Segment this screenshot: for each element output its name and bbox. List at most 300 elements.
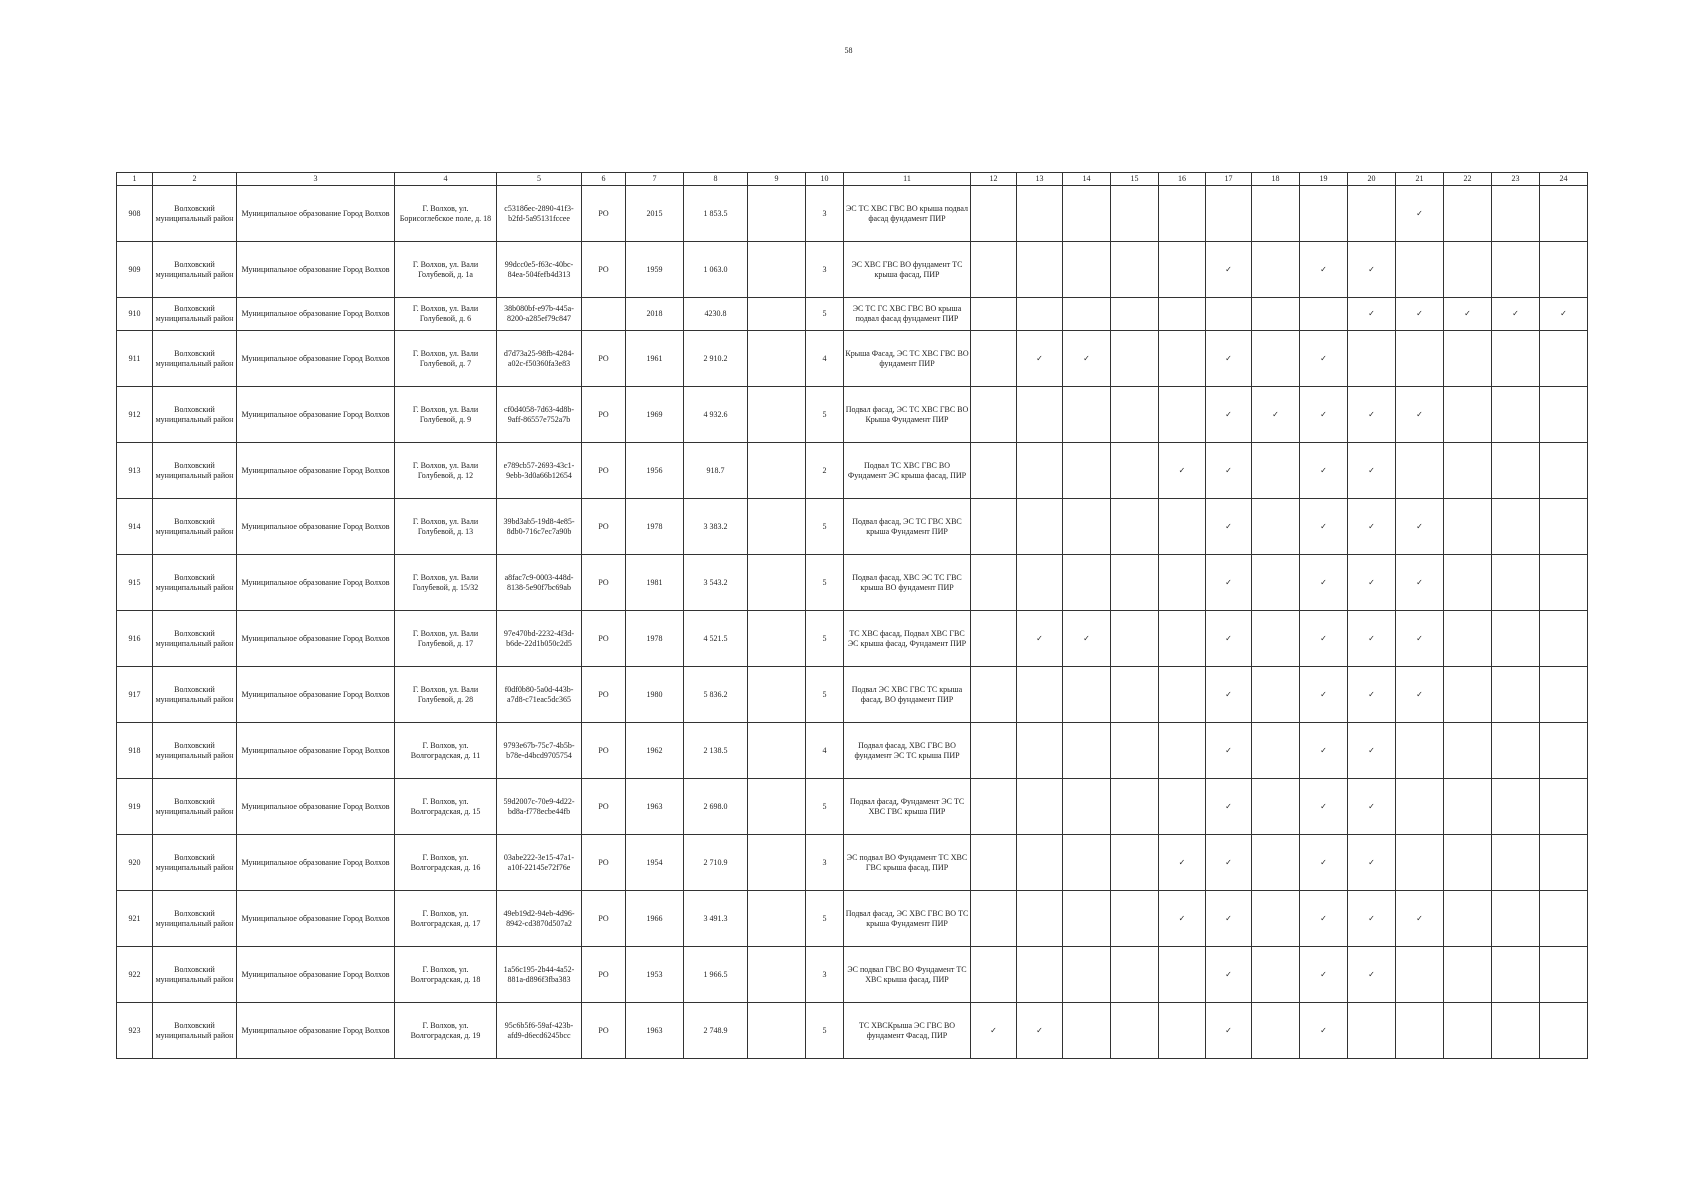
empty-cell bbox=[1252, 835, 1300, 891]
check-mark-icon: ✓ bbox=[1300, 499, 1348, 555]
empty-cell bbox=[971, 947, 1017, 1003]
column-header: 2 bbox=[153, 173, 237, 186]
empty-cell bbox=[1492, 891, 1540, 947]
empty-cell bbox=[971, 443, 1017, 499]
empty-cell bbox=[748, 667, 806, 723]
check-mark-icon: ✓ bbox=[1206, 443, 1252, 499]
check-mark-icon: ✓ bbox=[1206, 835, 1252, 891]
empty-cell bbox=[748, 331, 806, 387]
check-mark-icon: ✓ bbox=[1300, 555, 1348, 611]
works-cell: ЭС подвал ГВС ВО Фундамент ТС ХВС крыша фасад, ПИР bbox=[844, 947, 971, 1003]
empty-cell bbox=[1063, 723, 1111, 779]
check-mark-icon: ✓ bbox=[1348, 947, 1396, 1003]
empty-cell bbox=[1159, 331, 1206, 387]
check-mark-icon: ✓ bbox=[1348, 723, 1396, 779]
works-cell: Подвал ЭС ХВС ГВС ТС крыша фасад, ВО фундамент ПИР bbox=[844, 667, 971, 723]
column-header: 10 bbox=[806, 173, 844, 186]
check-mark-icon: ✓ bbox=[1348, 611, 1396, 667]
empty-cell bbox=[748, 779, 806, 835]
floors-cell: 3 bbox=[806, 242, 844, 298]
empty-cell bbox=[1063, 242, 1111, 298]
district-cell: Волховский муниципальный район bbox=[153, 1003, 237, 1059]
empty-cell bbox=[1111, 298, 1159, 331]
check-mark-icon: ✓ bbox=[1348, 891, 1396, 947]
empty-cell bbox=[1063, 298, 1111, 331]
org-cell: РО bbox=[582, 387, 626, 443]
table-row bbox=[117, 242, 1588, 298]
empty-cell bbox=[971, 242, 1017, 298]
district-cell: Волховский муниципальный район bbox=[153, 835, 237, 891]
floors-cell: 4 bbox=[806, 331, 844, 387]
column-header: 18 bbox=[1252, 173, 1300, 186]
empty-cell bbox=[1111, 723, 1159, 779]
guid-cell: 38b080bf-e97b-445a-8200-a285ef79c847 bbox=[497, 298, 582, 331]
year-cell: 1981 bbox=[626, 555, 684, 611]
empty-cell bbox=[1348, 331, 1396, 387]
check-mark-icon: ✓ bbox=[1300, 891, 1348, 947]
empty-cell bbox=[1540, 835, 1588, 891]
municipality-cell: Муниципальное образование Город Волхов bbox=[237, 891, 395, 947]
empty-cell bbox=[971, 891, 1017, 947]
municipality-cell: Муниципальное образование Город Волхов bbox=[237, 947, 395, 1003]
works-cell: Подвал фасад, ЭС ХВС ГВС ВО ТС крыша Фундамент ПИР bbox=[844, 891, 971, 947]
org-cell: РО bbox=[582, 555, 626, 611]
check-mark-icon: ✓ bbox=[1348, 499, 1396, 555]
address-cell: Г. Волхов, ул. Вали Голубевой, д. 1а bbox=[395, 242, 497, 298]
empty-cell bbox=[1252, 443, 1300, 499]
empty-cell bbox=[971, 835, 1017, 891]
empty-cell bbox=[1159, 611, 1206, 667]
area-cell: 3 543.2 bbox=[684, 555, 748, 611]
year-cell: 1978 bbox=[626, 611, 684, 667]
row-number: 915 bbox=[117, 555, 153, 611]
works-cell: ЭС ХВС ГВС ВО фундамент ТС крыша фасад, ПИР bbox=[844, 242, 971, 298]
municipality-cell: Муниципальное образование Город Волхов bbox=[237, 723, 395, 779]
empty-cell bbox=[1540, 331, 1588, 387]
empty-cell bbox=[971, 611, 1017, 667]
empty-cell bbox=[1252, 298, 1300, 331]
guid-cell: 95c6b5f6-59af-423b-afd9-d6ecd6245bcc bbox=[497, 1003, 582, 1059]
row-number: 911 bbox=[117, 331, 153, 387]
empty-cell bbox=[1017, 443, 1063, 499]
empty-cell bbox=[1492, 723, 1540, 779]
empty-cell bbox=[1444, 611, 1492, 667]
org-cell: РО bbox=[582, 779, 626, 835]
table-row bbox=[117, 331, 1588, 387]
column-header: 13 bbox=[1017, 173, 1063, 186]
address-cell: Г. Волхов, ул. Волгоградская, д. 15 bbox=[395, 779, 497, 835]
district-cell: Волховский муниципальный район bbox=[153, 723, 237, 779]
area-cell: 2 138.5 bbox=[684, 723, 748, 779]
floors-cell: 3 bbox=[806, 947, 844, 1003]
district-cell: Волховский муниципальный район bbox=[153, 298, 237, 331]
empty-cell bbox=[1252, 186, 1300, 242]
floors-cell: 5 bbox=[806, 499, 844, 555]
column-header: 20 bbox=[1348, 173, 1396, 186]
empty-cell bbox=[1444, 1003, 1492, 1059]
year-cell: 1980 bbox=[626, 667, 684, 723]
empty-cell bbox=[1111, 443, 1159, 499]
address-cell: Г. Волхов, ул. Вали Голубевой, д. 17 bbox=[395, 611, 497, 667]
works-cell: Подвал ТС ХВС ГВС ВО Фундамент ЭС крыша фасад, ПИР bbox=[844, 443, 971, 499]
check-mark-icon: ✓ bbox=[1300, 242, 1348, 298]
floors-cell: 3 bbox=[806, 186, 844, 242]
empty-cell bbox=[1300, 186, 1348, 242]
empty-cell bbox=[971, 723, 1017, 779]
works-cell: Подвал фасад, ХВС ГВС ВО фундамент ЭС ТС крыша ПИР bbox=[844, 723, 971, 779]
floors-cell: 5 bbox=[806, 1003, 844, 1059]
check-mark-icon: ✓ bbox=[1206, 555, 1252, 611]
district-cell: Волховский муниципальный район bbox=[153, 242, 237, 298]
address-cell: Г. Волхов, ул. Вали Голубевой, д. 9 bbox=[395, 387, 497, 443]
empty-cell bbox=[748, 298, 806, 331]
empty-cell bbox=[971, 186, 1017, 242]
row-number: 920 bbox=[117, 835, 153, 891]
row-number: 912 bbox=[117, 387, 153, 443]
empty-cell bbox=[1063, 947, 1111, 1003]
empty-cell bbox=[1159, 947, 1206, 1003]
row-number: 923 bbox=[117, 1003, 153, 1059]
address-cell: Г. Волхов, ул. Вали Голубевой, д. 7 bbox=[395, 331, 497, 387]
org-cell: РО bbox=[582, 947, 626, 1003]
check-mark-icon: ✓ bbox=[1348, 835, 1396, 891]
address-cell: Г. Волхов, ул. Волгоградская, д. 16 bbox=[395, 835, 497, 891]
table-row bbox=[117, 891, 1588, 947]
year-cell: 1963 bbox=[626, 1003, 684, 1059]
empty-cell bbox=[1540, 387, 1588, 443]
check-mark-icon: ✓ bbox=[971, 1003, 1017, 1059]
page-number: 58 bbox=[844, 46, 853, 55]
check-mark-icon: ✓ bbox=[1444, 298, 1492, 331]
floors-cell: 5 bbox=[806, 891, 844, 947]
empty-cell bbox=[1017, 779, 1063, 835]
column-header: 1 bbox=[117, 173, 153, 186]
empty-cell bbox=[1492, 555, 1540, 611]
check-mark-icon: ✓ bbox=[1348, 443, 1396, 499]
check-mark-icon: ✓ bbox=[1063, 331, 1111, 387]
empty-cell bbox=[1492, 387, 1540, 443]
column-header: 4 bbox=[395, 173, 497, 186]
area-cell: 1 853.5 bbox=[684, 186, 748, 242]
table-row bbox=[117, 499, 1588, 555]
check-mark-icon: ✓ bbox=[1300, 331, 1348, 387]
works-cell: Подвал фасад, ЭС ТС ГВС ХВС крыша Фундамент ПИР bbox=[844, 499, 971, 555]
empty-cell bbox=[1540, 1003, 1588, 1059]
empty-cell bbox=[1017, 723, 1063, 779]
empty-cell bbox=[1017, 667, 1063, 723]
year-cell: 1959 bbox=[626, 242, 684, 298]
empty-cell bbox=[971, 667, 1017, 723]
table-body bbox=[117, 173, 1588, 1059]
works-cell: ЭС ТС ХВС ГВС ВО крыша подвал фасад фундамент ПИР bbox=[844, 186, 971, 242]
empty-cell bbox=[1252, 1003, 1300, 1059]
municipality-cell: Муниципальное образование Город Волхов bbox=[237, 242, 395, 298]
check-mark-icon: ✓ bbox=[1348, 242, 1396, 298]
data-table bbox=[116, 172, 1588, 1059]
empty-cell bbox=[1444, 186, 1492, 242]
district-cell: Волховский муниципальный район bbox=[153, 779, 237, 835]
address-cell: Г. Волхов, ул. Волгоградская, д. 11 bbox=[395, 723, 497, 779]
empty-cell bbox=[1017, 891, 1063, 947]
check-mark-icon: ✓ bbox=[1300, 723, 1348, 779]
district-cell: Волховский муниципальный район bbox=[153, 443, 237, 499]
empty-cell bbox=[1252, 499, 1300, 555]
empty-cell bbox=[1492, 331, 1540, 387]
empty-cell bbox=[1252, 723, 1300, 779]
empty-cell bbox=[1063, 779, 1111, 835]
year-cell: 1956 bbox=[626, 443, 684, 499]
empty-cell bbox=[1063, 387, 1111, 443]
empty-cell bbox=[748, 186, 806, 242]
area-cell: 4 521.5 bbox=[684, 611, 748, 667]
check-mark-icon: ✓ bbox=[1206, 667, 1252, 723]
check-mark-icon: ✓ bbox=[1159, 443, 1206, 499]
district-cell: Волховский муниципальный район bbox=[153, 947, 237, 1003]
org-cell: РО bbox=[582, 331, 626, 387]
table-row bbox=[117, 611, 1588, 667]
empty-cell bbox=[1540, 499, 1588, 555]
empty-cell bbox=[1159, 298, 1206, 331]
guid-cell: 03abe222-3e15-47a1-a10f-22145e72f76e bbox=[497, 835, 582, 891]
empty-cell bbox=[748, 723, 806, 779]
org-cell: РО bbox=[582, 835, 626, 891]
empty-cell bbox=[1396, 723, 1444, 779]
district-cell: Волховский муниципальный район bbox=[153, 387, 237, 443]
check-mark-icon: ✓ bbox=[1063, 611, 1111, 667]
column-header: 5 bbox=[497, 173, 582, 186]
row-number: 918 bbox=[117, 723, 153, 779]
empty-cell bbox=[748, 835, 806, 891]
address-cell: Г. Волхов, ул. Волгоградская, д. 17 bbox=[395, 891, 497, 947]
empty-cell bbox=[1444, 723, 1492, 779]
municipality-cell: Муниципальное образование Город Волхов bbox=[237, 443, 395, 499]
floors-cell: 5 bbox=[806, 779, 844, 835]
empty-cell bbox=[1111, 331, 1159, 387]
row-number: 919 bbox=[117, 779, 153, 835]
column-header: 11 bbox=[844, 173, 971, 186]
empty-cell bbox=[1444, 555, 1492, 611]
column-header: 24 bbox=[1540, 173, 1588, 186]
floors-cell: 4 bbox=[806, 723, 844, 779]
works-cell: ЭС ТС ГС ХВС ГВС ВО крыша подвал фасад фундамент ПИР bbox=[844, 298, 971, 331]
table-row bbox=[117, 667, 1588, 723]
check-mark-icon: ✓ bbox=[1300, 611, 1348, 667]
empty-cell bbox=[1444, 499, 1492, 555]
org-cell: РО bbox=[582, 667, 626, 723]
empty-cell bbox=[1206, 186, 1252, 242]
check-mark-icon: ✓ bbox=[1206, 891, 1252, 947]
guid-cell: e789cb57-2693-43c1-9ebb-3d0a66b12654 bbox=[497, 443, 582, 499]
org-cell: РО bbox=[582, 891, 626, 947]
check-mark-icon: ✓ bbox=[1206, 499, 1252, 555]
empty-cell bbox=[1017, 387, 1063, 443]
check-mark-icon: ✓ bbox=[1017, 611, 1063, 667]
table-row bbox=[117, 947, 1588, 1003]
municipality-cell: Муниципальное образование Город Волхов bbox=[237, 667, 395, 723]
row-number: 910 bbox=[117, 298, 153, 331]
empty-cell bbox=[1396, 947, 1444, 1003]
check-mark-icon: ✓ bbox=[1206, 947, 1252, 1003]
empty-cell bbox=[1348, 186, 1396, 242]
empty-cell bbox=[1252, 242, 1300, 298]
column-header: 15 bbox=[1111, 173, 1159, 186]
address-cell: Г. Волхов, ул. Вали Голубевой, д. 6 bbox=[395, 298, 497, 331]
empty-cell bbox=[1540, 947, 1588, 1003]
check-mark-icon: ✓ bbox=[1540, 298, 1588, 331]
guid-cell: 49eb19d2-94eb-4d96-8942-cd3870d507a2 bbox=[497, 891, 582, 947]
empty-cell bbox=[1492, 1003, 1540, 1059]
empty-cell bbox=[1111, 779, 1159, 835]
year-cell: 1961 bbox=[626, 331, 684, 387]
empty-cell bbox=[1444, 242, 1492, 298]
municipality-cell: Муниципальное образование Город Волхов bbox=[237, 186, 395, 242]
empty-cell bbox=[1111, 891, 1159, 947]
row-number: 908 bbox=[117, 186, 153, 242]
check-mark-icon: ✓ bbox=[1348, 555, 1396, 611]
check-mark-icon: ✓ bbox=[1348, 298, 1396, 331]
row-number: 909 bbox=[117, 242, 153, 298]
empty-cell bbox=[1252, 555, 1300, 611]
works-cell: Подвал фасад, ЭС ТС ХВС ГВС ВО Крыша Фундамент ПИР bbox=[844, 387, 971, 443]
district-cell: Волховский муниципальный район bbox=[153, 331, 237, 387]
empty-cell bbox=[1444, 443, 1492, 499]
org-cell: РО bbox=[582, 723, 626, 779]
empty-cell bbox=[1300, 298, 1348, 331]
org-cell: РО bbox=[582, 1003, 626, 1059]
area-cell: 3 491.3 bbox=[684, 891, 748, 947]
year-cell: 1966 bbox=[626, 891, 684, 947]
guid-cell: f0df0b80-5a0d-443b-a7d8-c71eac5dc365 bbox=[497, 667, 582, 723]
area-cell: 1 063.0 bbox=[684, 242, 748, 298]
table-row bbox=[117, 779, 1588, 835]
empty-cell bbox=[1540, 611, 1588, 667]
column-header: 21 bbox=[1396, 173, 1444, 186]
address-cell: Г. Волхов, ул. Вали Голубевой, д. 28 bbox=[395, 667, 497, 723]
floors-cell: 2 bbox=[806, 443, 844, 499]
works-cell: Подвал фасад, Фундамент ЭС ТС ХВС ГВС крыша ПИР bbox=[844, 779, 971, 835]
district-cell: Волховский муниципальный район bbox=[153, 499, 237, 555]
empty-cell bbox=[1396, 1003, 1444, 1059]
empty-cell bbox=[1492, 779, 1540, 835]
empty-cell bbox=[971, 331, 1017, 387]
empty-cell bbox=[1492, 443, 1540, 499]
area-cell: 4230.8 bbox=[684, 298, 748, 331]
check-mark-icon: ✓ bbox=[1396, 611, 1444, 667]
year-cell: 1963 bbox=[626, 779, 684, 835]
empty-cell bbox=[1348, 1003, 1396, 1059]
table-row bbox=[117, 443, 1588, 499]
empty-cell bbox=[1492, 667, 1540, 723]
check-mark-icon: ✓ bbox=[1396, 298, 1444, 331]
empty-cell bbox=[1540, 443, 1588, 499]
works-cell: ЭС подвал ВО Фундамент ТС ХВС ГВС крыша фасад, ПИР bbox=[844, 835, 971, 891]
guid-cell: 1a56c195-2b44-4a52-881a-d896f3fba383 bbox=[497, 947, 582, 1003]
empty-cell bbox=[1492, 611, 1540, 667]
empty-cell bbox=[1111, 1003, 1159, 1059]
address-cell: Г. Волхов, ул. Вали Голубевой, д. 13 bbox=[395, 499, 497, 555]
check-mark-icon: ✓ bbox=[1017, 1003, 1063, 1059]
check-mark-icon: ✓ bbox=[1206, 387, 1252, 443]
row-number: 914 bbox=[117, 499, 153, 555]
column-header: 23 bbox=[1492, 173, 1540, 186]
district-cell: Волховский муниципальный район bbox=[153, 891, 237, 947]
year-cell: 1969 bbox=[626, 387, 684, 443]
table-row bbox=[117, 1003, 1588, 1059]
empty-cell bbox=[1540, 667, 1588, 723]
municipality-cell: Муниципальное образование Город Волхов bbox=[237, 555, 395, 611]
empty-cell bbox=[1444, 891, 1492, 947]
empty-cell bbox=[1444, 667, 1492, 723]
guid-cell: 99dcc0e5-f63c-40bc-84ea-504fefb4d313 bbox=[497, 242, 582, 298]
check-mark-icon: ✓ bbox=[1159, 891, 1206, 947]
empty-cell bbox=[1111, 499, 1159, 555]
empty-cell bbox=[1017, 555, 1063, 611]
org-cell: РО bbox=[582, 186, 626, 242]
empty-cell bbox=[1252, 947, 1300, 1003]
check-mark-icon: ✓ bbox=[1396, 499, 1444, 555]
empty-cell bbox=[1396, 779, 1444, 835]
check-mark-icon: ✓ bbox=[1396, 387, 1444, 443]
area-cell: 2 910.2 bbox=[684, 331, 748, 387]
floors-cell: 5 bbox=[806, 611, 844, 667]
empty-cell bbox=[1111, 555, 1159, 611]
address-cell: Г. Волхов, ул. Волгоградская, д. 19 bbox=[395, 1003, 497, 1059]
check-mark-icon: ✓ bbox=[1252, 387, 1300, 443]
floors-cell: 5 bbox=[806, 667, 844, 723]
guid-cell: 97e470bd-2232-4f3d-b6de-22d1b050c2d5 bbox=[497, 611, 582, 667]
table-row bbox=[117, 555, 1588, 611]
floors-cell: 5 bbox=[806, 298, 844, 331]
row-number: 921 bbox=[117, 891, 153, 947]
empty-cell bbox=[1540, 242, 1588, 298]
works-cell: ТС ХВС фасад, Подвал ХВС ГВС ЭС крыша фасад, Фундамент ПИР bbox=[844, 611, 971, 667]
empty-cell bbox=[1492, 835, 1540, 891]
empty-cell bbox=[971, 298, 1017, 331]
check-mark-icon: ✓ bbox=[1159, 835, 1206, 891]
empty-cell bbox=[1017, 186, 1063, 242]
empty-cell bbox=[1540, 186, 1588, 242]
guid-cell: 9793e67b-75c7-4b5b-b78e-d4bcd9705754 bbox=[497, 723, 582, 779]
empty-cell bbox=[748, 555, 806, 611]
check-mark-icon: ✓ bbox=[1300, 779, 1348, 835]
empty-cell bbox=[1159, 723, 1206, 779]
empty-cell bbox=[1017, 298, 1063, 331]
empty-cell bbox=[1206, 298, 1252, 331]
empty-cell bbox=[1396, 242, 1444, 298]
empty-cell bbox=[1111, 947, 1159, 1003]
guid-cell: d7d73a25-98fb-4284-a02c-f50360fa3e83 bbox=[497, 331, 582, 387]
guid-cell: cf0d4058-7d63-4d8b-9aff-86557e752a7b bbox=[497, 387, 582, 443]
org-cell: РО bbox=[582, 242, 626, 298]
guid-cell: 59d2007c-70e9-4d22-bd8a-f778ecbe44fb bbox=[497, 779, 582, 835]
empty-cell bbox=[1159, 1003, 1206, 1059]
empty-cell bbox=[1540, 555, 1588, 611]
area-cell: 2 710.9 bbox=[684, 835, 748, 891]
area-cell: 918.7 bbox=[684, 443, 748, 499]
check-mark-icon: ✓ bbox=[1396, 555, 1444, 611]
area-cell: 2 748.9 bbox=[684, 1003, 748, 1059]
empty-cell bbox=[1111, 667, 1159, 723]
empty-cell bbox=[1159, 387, 1206, 443]
empty-cell bbox=[1396, 835, 1444, 891]
check-mark-icon: ✓ bbox=[1300, 667, 1348, 723]
check-mark-icon: ✓ bbox=[1300, 387, 1348, 443]
empty-cell bbox=[1252, 331, 1300, 387]
empty-cell bbox=[1159, 667, 1206, 723]
empty-cell bbox=[1396, 443, 1444, 499]
column-header: 14 bbox=[1063, 173, 1111, 186]
check-mark-icon: ✓ bbox=[1206, 331, 1252, 387]
